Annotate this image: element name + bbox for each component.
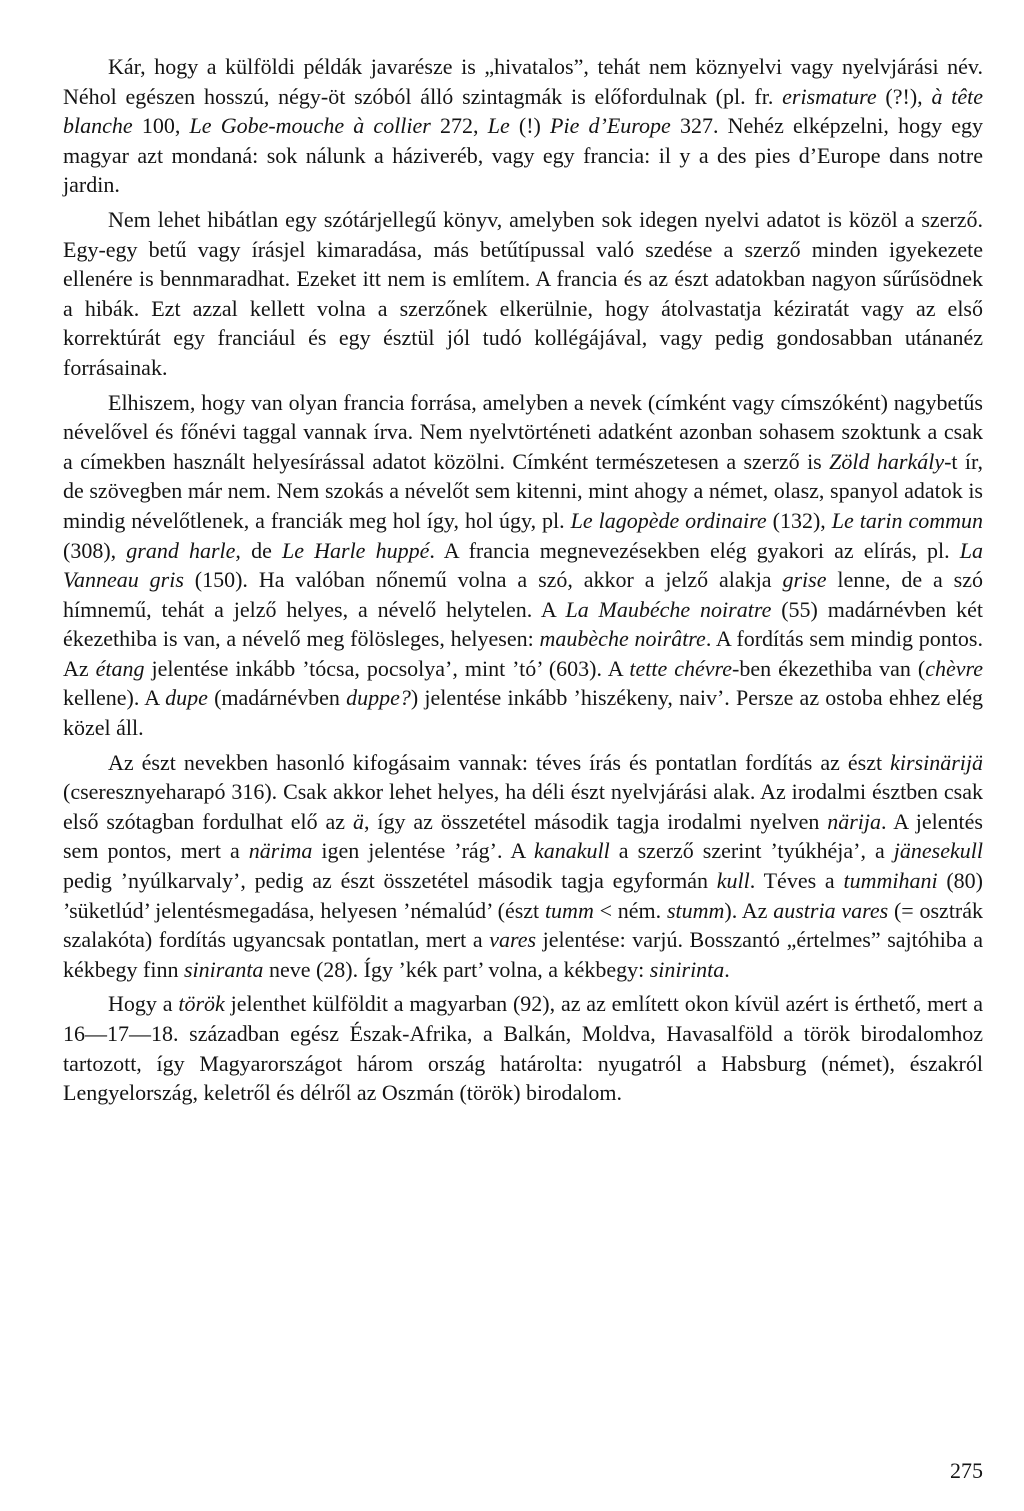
text-run: de (240, 537, 282, 563)
italic-term: Pie d’Europe (550, 113, 671, 139)
text-run: lenne, de a szó hímnemű, tehát a jelző helyes, a névelő helytelen. A (63, 567, 983, 622)
paragraph (63, 748, 983, 985)
text-run: neve (28). Így ’kék part’ volna, a kékbegy: (263, 956, 650, 982)
italic-term: török (178, 991, 225, 1017)
italic-term: chèvre (925, 655, 983, 681)
italic-term: étang (95, 655, 145, 681)
text-run: (cseresznyeharapó 316). Csak akkor lehet helyes, ha déli észt nyelvjárási alak. Az irodalmi észtben csak első szótagban fordulhat elő az (63, 779, 983, 834)
italic-term: stumm (666, 897, 725, 923)
italic-term: La Maubéche noiratre (565, 596, 772, 622)
italic-term: jänesekull (893, 838, 983, 864)
italic-term: Le tarin commun (831, 507, 983, 533)
italic-term: kull (716, 868, 750, 894)
italic-term: kanakull (534, 838, 610, 864)
text-run: (150). Ha valóban nőnemű volna a szó, akkor a jelző alakja (183, 567, 783, 593)
italic-term: grise (782, 567, 827, 593)
text-run: ). Az (724, 897, 774, 923)
italic-term: siniranta (183, 956, 264, 982)
italic-term: Le lagopède ordinaire (570, 507, 767, 533)
page-number: 275 (950, 1458, 983, 1483)
text-run: . Téves a (749, 868, 844, 894)
text-run: Kár, hogy a külföldi példák javarésze is „hivatalos”, tehát nem köznyelvi vagy nyelvjárási név. Néhol egészen hosszú, négy-öt szóból álló szintagmák is előfordulnak (pl. fr. (63, 54, 983, 109)
text-run: 327. Nehéz elképzelni, hogy egy magyar azt mondaná: sok nálunk a háziveréb, vagy egy francia: il y a des pies d’Europe dans notre jardin. (63, 113, 984, 198)
italic-term: vares (489, 927, 537, 953)
page-body (63, 52, 983, 1108)
italic-term: dupe (165, 685, 208, 711)
italic-term: tummihani (843, 868, 938, 894)
italic-term: närija (827, 808, 882, 834)
italic-term: grand harle, (126, 537, 241, 563)
text-run: . (724, 956, 730, 982)
italic-term: närima (248, 838, 313, 864)
text-run: (308), (63, 537, 127, 563)
text-run: 272, (430, 113, 488, 139)
text-run: . A francia megnevezésekben elég gyakori az elírás, pl. (429, 537, 960, 563)
text-run: (= osztrák szalakóta) fordítás ugyancsak pontatlan, mert a (63, 897, 984, 953)
text-run: jelentése inkább ’tócsa, pocsolya’, mint ’tó’ (603). A (144, 655, 630, 681)
text-run: jelenthet külföldit a magyarban (92), az az említett okon kívül azért is érthető, mert a 16—17—18. században egész Észak-Afrika, a Balkán, Moldva, Havasalföld a török birodalomhoz tartozott, így Magyarországot három ország határolta: nyugatról a Habsburg (német), északról Lengyelország, keletről és délről az Oszmán (török) birodalom. (63, 991, 983, 1106)
text-run: . A jelentés sem pontos, mert a (63, 808, 983, 864)
paragraph (63, 205, 983, 383)
text-run: Elhiszem, hogy van olyan francia forrása, amelyben a nevek (címként vagy címszóként) nagybetűs névelővel és főnévi taggal vannak írva. Nem nyelvtörténeti adatként azonban sohasem szoktunk a csak a címekben használt helyesírással adatot közölni. Címként természetesen a szerző is (63, 389, 983, 474)
italic-term: maubèche noirâtre (539, 626, 706, 652)
italic-term: ä (352, 808, 364, 834)
italic-term: duppe? (346, 685, 411, 711)
text-run: Hogy a (108, 991, 179, 1017)
italic-term: Le (487, 113, 510, 139)
italic-term: tumm (544, 897, 594, 923)
italic-term: tette chévre (629, 655, 733, 681)
text-run: Az észt nevekben hasonló kifogásaim vannak: téves írás és pontatlan fordítás az észt (108, 749, 891, 775)
text-run: jelentése: varjú. Bosszantó „értelmes” sajtóhiba a kékbegy finn (63, 927, 983, 982)
text-run: < ném. (593, 897, 667, 923)
text-run: (132), (766, 507, 832, 533)
italic-term: Le Harle huppé (281, 537, 430, 563)
text-run: pedig ’nyúlkarvaly’, pedig az észt összetétel második tagja egyformán (63, 868, 717, 894)
paragraph (63, 52, 983, 200)
text-run: kellene). A (63, 685, 166, 711)
italic-term: La Vanneau gris (63, 537, 984, 593)
text-run: -ben ékezethiba van ( (732, 655, 926, 681)
text-run: ) jelentése inkább ’hiszékeny, naiv’. Persze az ostoba ehhez elég közel áll. (63, 685, 983, 741)
italic-term: sinirinta (649, 956, 725, 982)
text-run: a szerző szerint ’tyúkhéja’, a (609, 838, 894, 864)
italic-term: à tête blanche (63, 83, 983, 139)
italic-term: erismature (782, 83, 877, 109)
text-run: . A fordítás sem mindig pontos. Az (63, 626, 983, 681)
text-run: , így az összetétel második tagja irodalmi nyelven (363, 808, 828, 834)
text-run: igen jelentése ’rág’. A (312, 838, 535, 864)
text-run: (?!), (876, 83, 932, 109)
italic-term: austria vares (773, 897, 889, 923)
text-run: 100, (132, 113, 190, 139)
text-run: (55) madárnévben két ékezethiba is van, a névelő meg fölösleges, helyesen: (63, 596, 984, 652)
text-run: (80) ’süketlúd’ jelentésmegadása, helyesen ’némalúd’ (észt (63, 868, 983, 923)
text-run: -t ír, de szövegben már nem. Nem szokás a névelőt sem kitenni, mint ahogy a német, olasz, spanyol adatok is mindig névelőtlenek, a franciák meg hol így, hol úgy, pl. (63, 448, 983, 533)
italic-term: Zöld harkály (829, 448, 945, 474)
italic-term: Le Gobe-mouche à collier (189, 113, 431, 139)
paragraph (63, 989, 983, 1107)
text-run: Nem lehet hibátlan egy szótárjellegű könyv, amelyben sok idegen nyelvi adatot is közöl a szerző. Egy-egy betű vagy írásjel kimaradása, más betűtípussal való szedése a szerző minden igyekezete ellenére is bennmaradhat. Ezeket itt nem is említem. A francia és az észt adatokban nagyon sűrűsödnek a hibák. Ezt azzal kellett volna a szerzőnek elkerülnie, hogy átolvastatja kéziratát vagy az első korrektúrát egy franciául és egy észtül jól tudó kollégájával, vagy pedig gondosabban utánanéz forrásainak. (63, 206, 983, 380)
paragraph (63, 388, 983, 743)
text-run: (!) (509, 113, 551, 139)
text-run: (madárnévben (207, 685, 347, 711)
italic-term: kirsinärijä (890, 749, 983, 775)
